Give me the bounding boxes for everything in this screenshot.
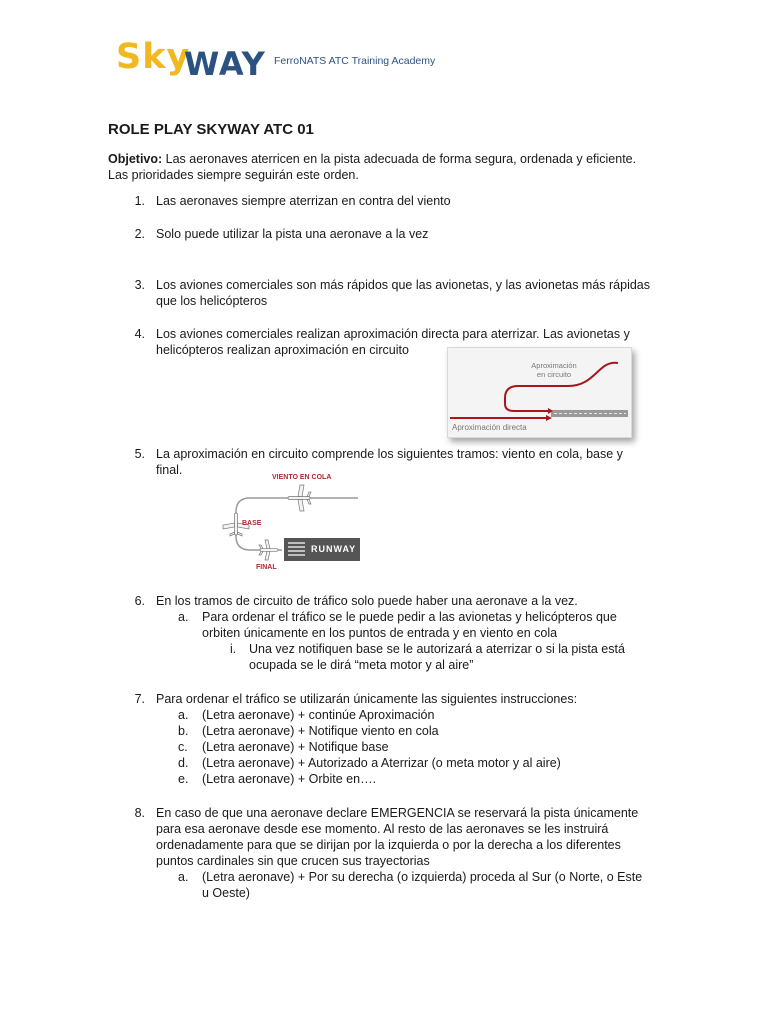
sub-item: (Letra aeronave) + Notifique base — [202, 740, 389, 754]
objective-text-2: Las prioridades siempre seguirán este orden. — [108, 168, 359, 182]
item-number: 8. — [134, 806, 145, 820]
list-item-cont: helicópteros realizan aproximación en circuito — [156, 343, 409, 357]
subsub-label: i. — [230, 642, 237, 656]
approach-diagram — [447, 347, 632, 438]
sub-item: (Letra aeronave) + Autorizado a Aterrizar (o meta motor y al aire) — [202, 756, 561, 770]
list-item: En los tramos de circuito de tráfico solo puede haber una aeronave a la vez. — [156, 594, 578, 608]
sub-label: a. — [178, 870, 189, 884]
downwind-label: VIENTO EN COLA — [272, 474, 332, 481]
list-item-cont: ordenadamente para que se dirijan por la izquierda o por la derecha a los diferentes — [156, 838, 621, 852]
item-number: 6. — [134, 594, 145, 608]
item-number: 1. — [134, 194, 145, 208]
list-item: En caso de que una aeronave declare EMERGENCIA se reservará la pista únicamente — [156, 806, 639, 820]
list-item-cont: final. — [156, 463, 183, 477]
list-item-cont: para esa aeronave desde ese momento. Al resto de las aeronaves se les instruirá — [156, 822, 609, 836]
direct-label: Aproximación directa — [452, 423, 527, 432]
sub-label: a. — [178, 708, 189, 722]
final-label: FINAL — [256, 564, 277, 571]
objective — [108, 151, 668, 183]
item-number: 5. — [134, 447, 145, 461]
item-number: 7. — [134, 692, 145, 706]
list-item: Los aviones comerciales son más rápidos que las avionetas, y las avionetas más rápidas — [156, 278, 651, 292]
sub-item: (Letra aeronave) + continúe Aproximación — [202, 708, 435, 722]
circuit-label — [526, 361, 582, 379]
sub-item: (Letra aeronave) + Por su derecha (o izquierda) proceda al Sur (o Norte, o Este — [202, 870, 643, 884]
objective-label: Objetivo: — [108, 152, 163, 166]
list-item-cont: que los helicópteros — [156, 294, 268, 308]
sub-label: b. — [178, 724, 189, 738]
list-item: Para ordenar el tráfico se utilizarán únicamente las siguientes instrucciones: — [156, 692, 578, 706]
circuit-legs-svg — [210, 470, 362, 574]
base-label: BASE — [242, 520, 262, 527]
objective-text: Las aeronaves aterricen en la pista adecuada de forma segura, ordenada y eficiente. — [165, 152, 637, 166]
logo-way: WAY — [184, 45, 266, 83]
sub-item: (Letra aeronave) + Notifique viento en cola — [202, 724, 439, 738]
sub-label: d. — [178, 756, 189, 770]
circuit-legs-diagram — [210, 470, 362, 574]
item-number: 2. — [134, 227, 145, 241]
item-number: 4. — [134, 327, 145, 341]
subsub-item-cont: ocupada se le dirá “meta motor y al aire” — [249, 658, 474, 672]
list-item: La aproximación en circuito comprende los siguientes tramos: viento en cola, base y — [156, 447, 623, 461]
list-item-cont: puntos cardinales sin que crucen sus trayectorias — [156, 854, 430, 868]
list-item: Los aviones comerciales realizan aproximación directa para aterrizar. Las avionetas y — [156, 327, 630, 341]
sub-item-cont: u Oeste) — [202, 886, 250, 900]
sub-item: (Letra aeronave) + Orbite en…. — [202, 772, 377, 786]
circuit-label-1: Aproximación — [531, 361, 577, 370]
sub-item-cont: orbiten únicamente en los puntos de entrada y en viento en cola — [202, 626, 558, 640]
circuit-label-2: en circuito — [536, 370, 572, 379]
list-item: Las aeronaves siempre aterrizan en contra del viento — [156, 194, 451, 208]
sub-label: a. — [178, 610, 189, 624]
logo-subtitle: FerroNATS ATC Training Academy — [274, 55, 436, 67]
plane-final-icon — [259, 540, 278, 560]
logo-sky: Sky — [116, 37, 191, 77]
list-item: Solo puede utilizar la pista una aeronave a la vez — [156, 227, 429, 241]
runway-label: RUNWAY — [311, 544, 357, 554]
item-number: 3. — [134, 278, 145, 292]
subsub-item: Una vez notifiquen base se le autorizará a aterrizar o si la pista está — [249, 642, 625, 656]
sub-label: e. — [178, 772, 189, 786]
sub-item: Para ordenar el tráfico se le puede pedir a las avionetas y helicópteros que — [202, 610, 617, 624]
plane-downwind-icon — [288, 485, 311, 511]
document-title: ROLE PLAY SKYWAY ATC 01 — [108, 121, 314, 138]
sub-label: c. — [178, 740, 188, 754]
